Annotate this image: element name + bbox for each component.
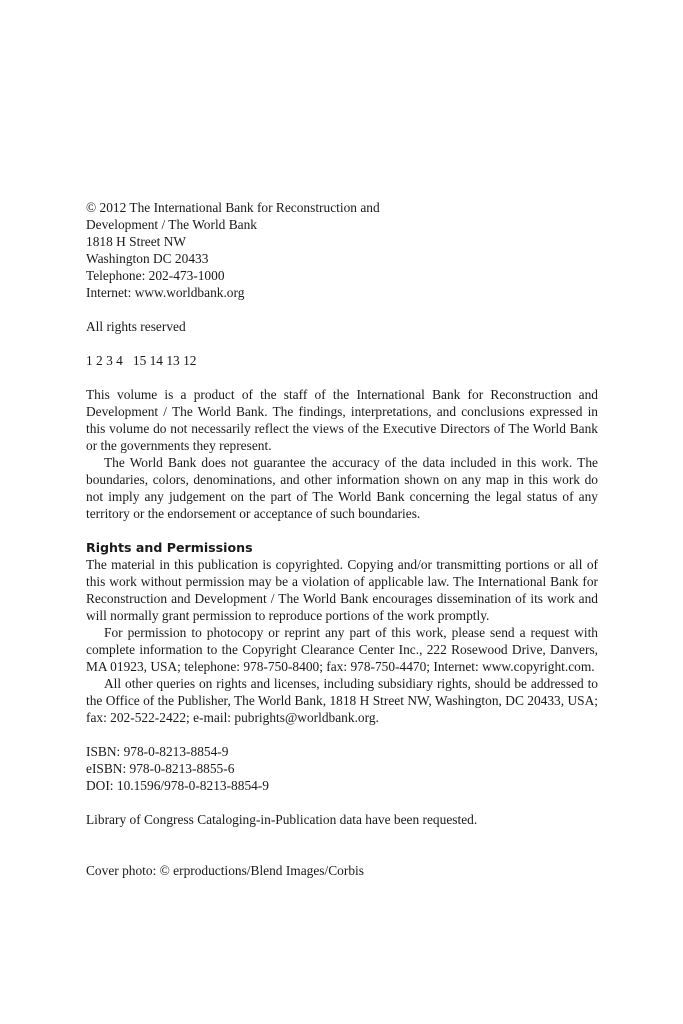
internet-line: Internet: www.worldbank.org <box>86 285 245 300</box>
rights-and-permissions <box>86 539 598 726</box>
copyright-page <box>86 199 598 879</box>
copyright-line: © 2012 The International Bank for Reconstruction and <box>86 200 380 215</box>
street-line: 1818 H Street NW <box>86 234 187 249</box>
isbn: ISBN: 978-0-8213-8854-9 <box>86 744 229 759</box>
identifiers <box>86 743 598 794</box>
permissions-paragraph: All other queries on rights and licenses, including subsidiary rights, should be addressed to the Office of the Publisher, The World Bank, 1818 H Street NW, Washington, DC 20433, USA; fax: 202-522-2422; e-mail: pubrights@worldbank.org. <box>86 676 598 725</box>
telephone-line: Telephone: 202-473-1000 <box>86 268 225 283</box>
disclaimer-paragraph: This volume is a product of the staff of the International Bank for Reconstruction and Development / The World Bank. The findings, interpretations, and conclusions expressed in this volume do not necessarily reflect the views of the Executive Directors of The World Bank or the governments they represent. <box>86 387 598 453</box>
disclaimer <box>86 386 598 522</box>
doi: DOI: 10.1596/978-0-8213-8854-9 <box>86 778 269 793</box>
permissions-paragraph: The material in this publication is copyrighted. Copying and/or transmitting portions or all of this work without permission may be a violation of applicable law. The International Bank for Reconstruction and Development / The World Bank encourages dissemination of its work and will normally grant permission to reproduce portions of the work promptly. <box>86 557 598 623</box>
cover-photo-credit: Cover photo: © erproductions/Blend Images/Corbis <box>86 863 364 878</box>
publisher-address <box>86 199 598 301</box>
disclaimer-paragraph: The World Bank does not guarantee the accuracy of the data included in this work. The boundaries, colors, denominations, and other information shown on any map in this work do not imply any judgement on the part of The World Bank concerning the legal status of any territory or the endorsement or acceptance of such boundaries. <box>86 455 598 521</box>
permissions-paragraph: For permission to photocopy or reprint any part of this work, please send a request with complete information to the Copyright Clearance Center Inc., 222 Rosewood Drive, Danvers, MA 01923, USA; telephone: 978-750-8400; fax: 978-750-4470; Internet: www.copyright.com. <box>86 625 598 674</box>
eisbn: eISBN: 978-0-8213-8855-6 <box>86 761 235 776</box>
publisher-name-line: Development / The World Bank <box>86 217 257 232</box>
rights-reserved: All rights reserved <box>86 319 186 334</box>
printing-line: 1 2 3 4 15 14 13 12 <box>86 353 197 368</box>
city-line: Washington DC 20433 <box>86 251 209 266</box>
cataloging-note: Library of Congress Cataloging-in-Publication data have been requested. <box>86 812 478 827</box>
section-heading: Rights and Permissions <box>86 540 253 555</box>
